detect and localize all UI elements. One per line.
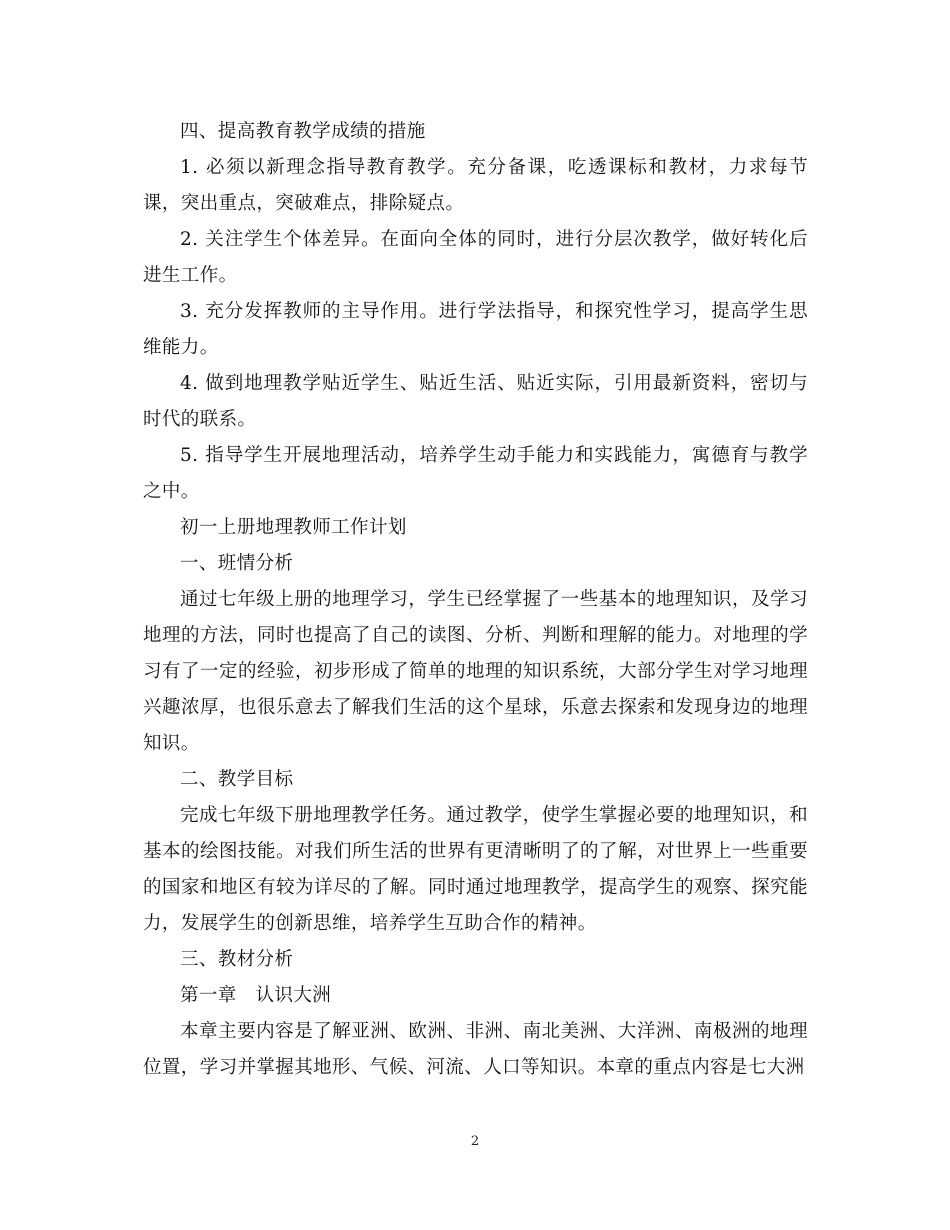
paragraph-class-analysis: 通过七年级上册的地理学习，学生已经掌握了一些基本的地理知识，及学习地理的方法，同时也提高了自己的读图、分析、判断和理解的能力。对地理的学习有了一定的经验，初步形成了简单的地理的知识系统，大部分学生对学习地理兴趣浓厚，也很乐意去了解我们生活的这个星球，乐意去探索和发现身边的地理知识。 — [143, 589, 808, 754]
paragraph-chapter-1: 本章主要内容是了解亚洲、欧洲、非洲、南北美洲、大洋洲、南极洲的地理位置，学习并掌握其地形、气候、河流、人口等知识。本章的重点内容是七大洲 — [143, 1021, 808, 1078]
list-item-4: 4. 做到地理教学贴近学生、贴近生活、贴近实际，引用最新资料，密切与时代的联系。 — [143, 373, 808, 430]
section-heading-measures: 四、提高教育教学成绩的措施 — [180, 121, 426, 142]
section-heading-class-analysis: 一、班情分析 — [180, 553, 294, 574]
chapter-heading-1: 第一章 认识大洲 — [180, 985, 332, 1006]
paragraph-teaching-goals: 完成七年级下册地理教学任务。通过教学，使学生掌握必要的地理知识，和基本的绘图技能。对我们所生活的世界有更清晰明了的了解，对世界上一些重要的国家和地区有较为详尽的了解。同时通过地理教学，提高学生的观察、探究能力，发展学生的创新思维，培养学生互助合作的精神。 — [143, 805, 808, 934]
document-body — [143, 114, 808, 1086]
section-heading-textbook-analysis: 三、教材分析 — [180, 949, 294, 970]
page-number: 2 — [470, 1134, 480, 1149]
list-item-5: 5. 指导学生开展地理活动，培养学生动手能力和实践能力，寓德育与教学之中。 — [143, 445, 808, 502]
document-title-plan: 初一上册地理教师工作计划 — [180, 517, 407, 538]
list-item-2: 2. 关注学生个体差异。在面向全体的同时，进行分层次教学，做好转化后进生工作。 — [143, 229, 808, 286]
section-heading-teaching-goals: 二、教学目标 — [180, 769, 294, 790]
list-item-1: 1. 必须以新理念指导教育教学。充分备课，吃透课标和教材，力求每节课，突出重点，突破难点，排除疑点。 — [143, 157, 808, 214]
list-item-3: 3. 充分发挥教师的主导作用。进行学法指导，和探究性学习，提高学生思维能力。 — [143, 301, 808, 358]
